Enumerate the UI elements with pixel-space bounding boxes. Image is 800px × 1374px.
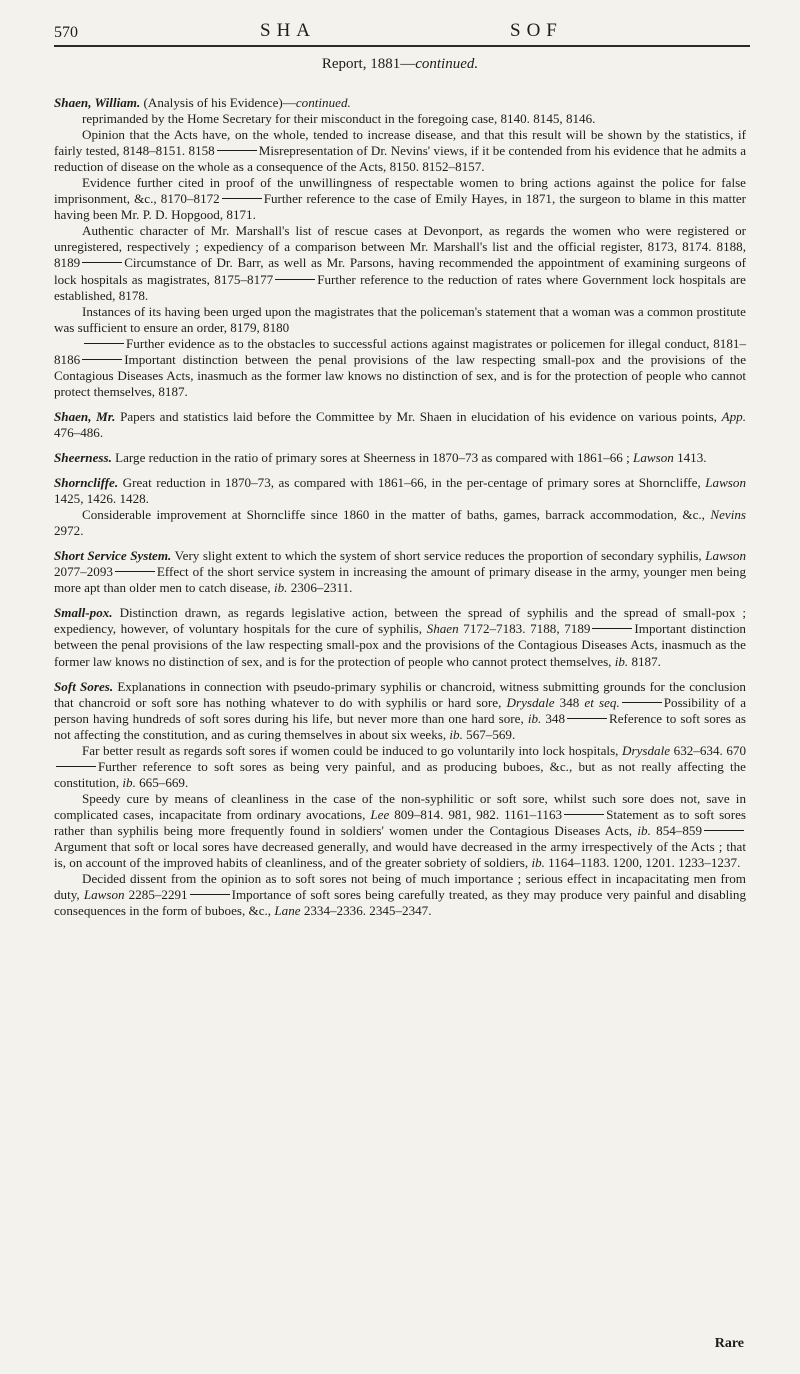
entry-text: Effect of the short service system in increasing the amount of primary disease in the army, younger men being more apt than older men to catch disease, xyxy=(54,564,746,596)
italic-reference: Lee xyxy=(370,806,390,822)
entry-text: 348 xyxy=(541,710,566,726)
italic-reference: ib. xyxy=(527,710,542,726)
entry-text: 567–569. xyxy=(462,726,516,742)
index-entry xyxy=(54,548,746,596)
em-rule xyxy=(564,814,604,815)
entry-headword: Short Service System. xyxy=(54,548,172,564)
em-rule xyxy=(82,262,122,263)
entry-text: 1413. xyxy=(673,449,707,465)
index-subparagraph xyxy=(54,507,746,539)
entry-text: Speedy cure by means of cleanliness in the case of the non-syphilitic or soft sore, whilst such sore does not, save in complicated cases, incapacitate from ordinary avocations, xyxy=(54,790,746,822)
italic-reference: continued. xyxy=(295,95,351,110)
index-subparagraph xyxy=(54,223,746,303)
entry-text: 348 xyxy=(554,694,585,710)
entry-text: 1164–1183. 1200, 1201. 1233–1237. xyxy=(544,855,741,871)
entry-text: Evidence further cited in proof of the unwillingness of respectable women to bring actions against the police for false imprisonment, &c., 8170–8172 xyxy=(54,175,746,207)
entry-text: 7172–7183. 7188, 7189 xyxy=(458,621,591,637)
entry-text: 1425, 1426. 1428. xyxy=(54,491,149,507)
index-subparagraph xyxy=(54,871,746,919)
index-subparagraph xyxy=(54,791,746,871)
entry-text: Statement as to soft sores rather than syphilis being more frequently found in soldiers' women under the Contagious Diseases Acts, xyxy=(54,806,746,838)
italic-reference: Lawson xyxy=(83,887,125,903)
entry-text: 2306–2311. xyxy=(287,580,353,596)
em-rule xyxy=(592,628,632,629)
entry-headword: Shorncliffe. xyxy=(54,475,119,491)
index-subparagraph xyxy=(54,175,746,223)
entry-text: Argument that soft or local sores have decreased generally, and would have decreased in the army irrespectively of the Acts ; that is, on account of the improved habits of cleanliness, and of the greater sobriety of soldiers, xyxy=(54,839,746,871)
entry-text: Opinion that the Acts have, on the whole, tended to increase disease, and that this result will be shown by the statistics, if fairly tested, 8148–8151. 8158 xyxy=(54,127,746,159)
entry-text: 2334–2336. 2345–2347. xyxy=(300,903,432,919)
entry-text: Possibility of a person having hundreds of soft sores during his life, but never more than one hard sore, xyxy=(54,694,747,726)
em-rule xyxy=(56,766,96,767)
entry-text: Further reference to the case of Emily Hayes, in 1871, the surgeon to blame in this matter having been Mr. P. D. Hopgood, 8171. xyxy=(54,191,747,223)
em-rule xyxy=(217,150,257,151)
entry-text: Misrepresentation of Dr. Nevins' views, if it be contended from his evidence that he admits a reduction of disease on the whole as a consequence of the Acts, 8150. 8152–8157. xyxy=(54,143,747,175)
italic-reference: Drysdale xyxy=(622,742,671,758)
page-number: 570 xyxy=(54,24,78,41)
section-subhead xyxy=(0,56,800,73)
italic-reference: Shaen xyxy=(426,621,459,637)
entry-text: Distinction drawn, as regards legislative action, between the spread of syphilis and the spread of small-pox ; expediency, however, of voluntary hospitals for the cure of syphilis, xyxy=(54,605,746,637)
entry-text: 8187. xyxy=(628,653,661,669)
entry-text: 809–814. 981, 982. 1161–1163 xyxy=(389,806,563,822)
running-head-left: SHA xyxy=(260,20,317,41)
index-entry xyxy=(54,679,746,743)
entry-text: Authentic character of Mr. Marshall's list of rescue cases at Devonport, as regards the women who were registered or unregistered, respectively ; expediency of a comparison between Mr. Marshall's list and the official register, 8173, 8174. 8188, 8189 xyxy=(54,223,746,271)
italic-reference: Lawson xyxy=(633,449,674,465)
entry-text: Instances of its having been urged upon the magistrates that the policeman's statement that a woman was a common prostitute was sufficient to ensure an order, 8179, 8180 xyxy=(54,303,746,335)
index-entry xyxy=(54,605,746,669)
em-rule xyxy=(222,198,262,199)
em-rule xyxy=(704,830,744,831)
entry-text: Further reference to the reduction of rates where Government lock hospitals are established, 8178. xyxy=(54,271,746,303)
index-body xyxy=(54,86,746,919)
entry-headword: Shaen, William. xyxy=(54,95,141,110)
italic-reference: Lane xyxy=(274,903,301,919)
em-rule xyxy=(567,718,607,719)
italic-reference: ib. xyxy=(449,726,463,742)
running-head-right: SOF xyxy=(510,20,563,41)
index-entry xyxy=(54,409,746,441)
entry-text: 2077–2093 xyxy=(54,564,113,580)
subhead-continued: continued. xyxy=(415,56,479,72)
italic-reference: ib. xyxy=(614,653,629,669)
entry-text: Considerable improvement at Shorncliffe since 1860 in the matter of baths, games, barrack accommodation, &c., xyxy=(82,507,711,523)
index-entry xyxy=(54,450,746,466)
entry-text: Reference to soft sores as not affecting the constitution, and as curing themselves in about six weeks, xyxy=(54,710,746,742)
entry-text: Large reduction in the ratio of primary sores at Sheerness in 1870–73 as compared with 1861–66 ; xyxy=(111,449,634,465)
entry-text: reprimanded by the Home Secretary for their misconduct in the foregoing case, 8140. 8145, 8146. xyxy=(82,111,596,127)
index-entry xyxy=(54,95,746,111)
catchword: Rare xyxy=(714,1336,744,1351)
entry-text: Further evidence as to the obstacles to successful actions against magistrates or policemen for illegal conduct, 8181–8186 xyxy=(54,335,746,367)
em-rule xyxy=(275,279,315,280)
italic-reference: ib. xyxy=(637,822,651,838)
index-subparagraph xyxy=(54,111,746,127)
entry-text: 2285–2291 xyxy=(124,887,188,903)
index-subparagraph xyxy=(54,743,746,791)
entry-text: Circumstance of Dr. Barr, as well as Mr. Parsons, having recommended the appointment of examining surgeons of lock hospitals as magistrates, 8175–8177 xyxy=(54,255,746,287)
entry-text: Decided dissent from the opinion as to soft sores not being of much importance ; serious effect in incapacitating men from duty, xyxy=(54,871,746,903)
entry-text: 854–859 xyxy=(650,822,702,838)
em-rule xyxy=(82,359,122,360)
entry-text: Explanations in connection with pseudo-primary syphilis or chancroid, witness submitting grounds for the conclusion that chancroid or soft sore has nothing whatever to do with syphilis or hard sore, xyxy=(54,678,746,710)
entry-text: Important distinction between the penal provisions of the law respecting small-pox and the provisions of the Contagious Diseases Acts, inasmuch as the former law knows no distinction of sex, and is for the protection of people who cannot protect themselves, 8187. xyxy=(54,351,746,399)
em-rule xyxy=(115,571,155,572)
entry-text: Further reference to soft sores as being very painful, and as producing buboes, &c., but as not really affecting the constitution, xyxy=(54,758,746,790)
index-entry xyxy=(54,475,746,507)
italic-reference: ib. xyxy=(531,855,545,871)
entry-text: Importance of soft sores being carefully treated, as they may produce very painful and disabling consequences in the form of buboes, &c., xyxy=(54,887,747,919)
entry-headword: Small-pox. xyxy=(54,605,113,621)
italic-reference: Nevins xyxy=(710,507,746,523)
entry-text: 632–634. 670 xyxy=(670,742,747,758)
index-subparagraph xyxy=(54,127,746,175)
entry-headword: Shaen, Mr. xyxy=(54,408,116,424)
entry-text: (Analysis of his Evidence)— xyxy=(140,95,296,110)
italic-reference: ib. xyxy=(122,774,136,790)
index-subparagraph xyxy=(54,304,746,336)
entry-text: Great reduction in 1870–73, as compared with 1861–66, in the per-centage of primary sores at Shorncliffe, xyxy=(118,475,706,491)
italic-reference: Lawson xyxy=(705,548,746,564)
em-rule xyxy=(622,702,662,703)
italic-reference: App. xyxy=(721,408,746,424)
index-subparagraph xyxy=(54,336,746,400)
entry-text: Far better result as regards soft sores if women could be induced to go voluntarily into lock hospitals, xyxy=(82,742,623,758)
entry-headword: Soft Sores. xyxy=(54,678,114,694)
italic-reference: Drysdale xyxy=(506,694,555,710)
italic-reference: Lawson xyxy=(705,475,746,491)
entry-text: Important distinction between the penal provisions of the law respecting small-pox and the provisions of the Contagious Diseases Acts, inasmuch as the former law knows no distinction of sex, and is for the protection of people who cannot protect themselves, xyxy=(54,621,746,669)
entry-headword: Sheerness. xyxy=(54,449,112,465)
italic-reference: et seq. xyxy=(584,694,620,710)
header-rule xyxy=(54,45,750,47)
em-rule xyxy=(190,894,230,895)
entry-text: 476–486. xyxy=(54,424,104,440)
running-head xyxy=(54,20,746,46)
italic-reference: ib. xyxy=(273,580,288,596)
entry-text: Very slight extent to which the system of short service reduces the proportion of secondary syphilis, xyxy=(171,548,706,564)
entry-text: Papers and statistics laid before the Committee by Mr. Shaen in elucidation of his evidence on various points, xyxy=(115,408,722,424)
em-rule xyxy=(84,343,124,344)
entry-text: 2972. xyxy=(54,523,84,539)
subhead-text: Report, 1881— xyxy=(321,56,416,72)
entry-text: 665–669. xyxy=(135,774,189,790)
